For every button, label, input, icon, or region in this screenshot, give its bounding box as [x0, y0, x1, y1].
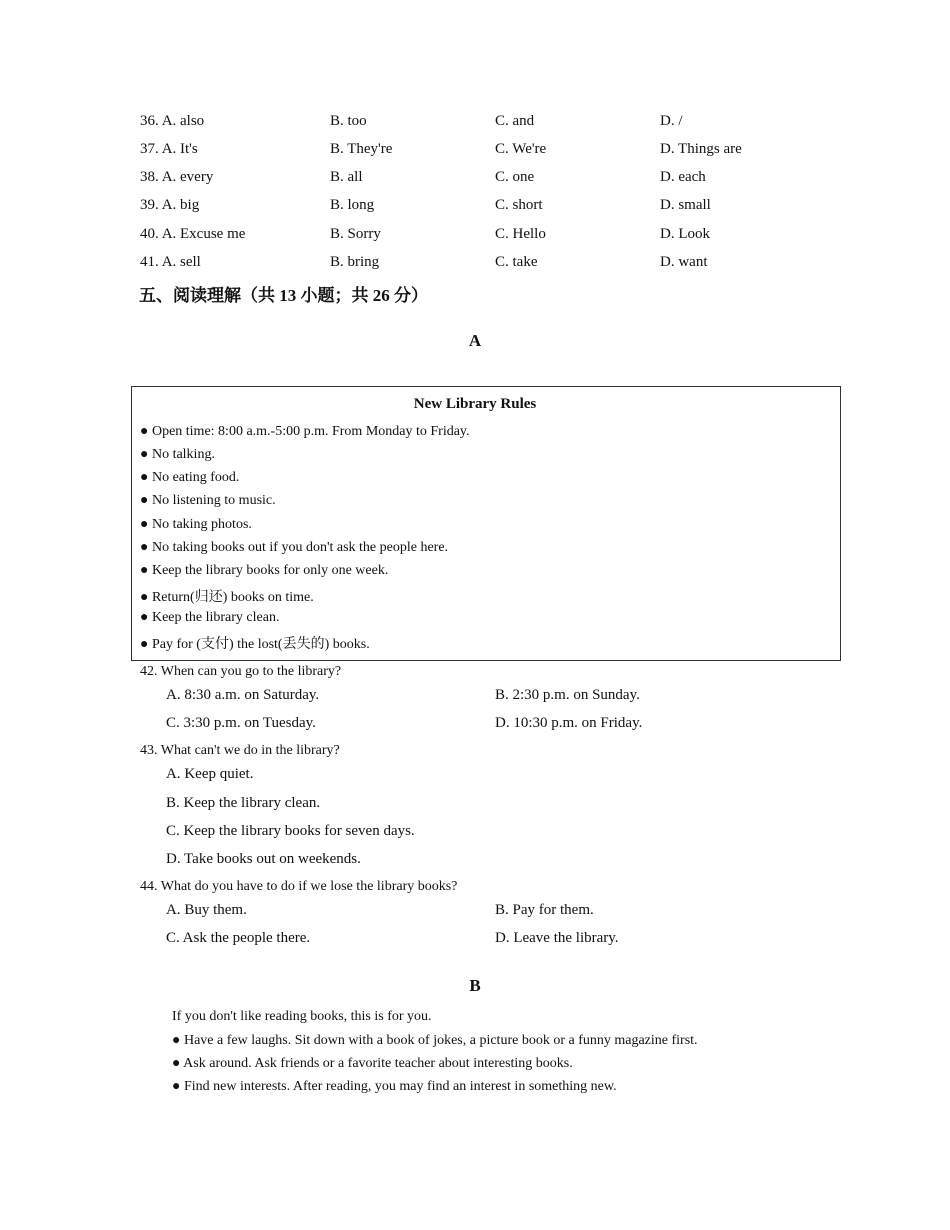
question-number: 39. [140, 197, 159, 213]
option-d: D. each [660, 169, 706, 185]
option-d: D. small [660, 197, 711, 213]
option-a: A. big [161, 197, 200, 213]
cloze-row-39 [140, 197, 199, 214]
question-number: 37. [140, 141, 159, 157]
question-42-option-d: D. 10:30 p.m. on Friday. [495, 715, 643, 731]
passage-b-bullet: ● Ask around. Ask friends or a favorite teacher about interesting books. [172, 1056, 573, 1071]
passage-a-label: A [468, 331, 482, 350]
rule-item: ● Keep the library clean. [140, 610, 280, 625]
cloze-row-37 [140, 141, 198, 158]
question-42-option-a: A. 8:30 a.m. on Saturday. [166, 687, 320, 703]
passage-b-intro: If you don't like reading books, this is for you. [172, 1009, 432, 1024]
option-d: D. Things are [660, 141, 742, 157]
option-b: B. Sorry [330, 226, 381, 242]
question-number: 40. [140, 226, 159, 242]
question-44-stem: 44. What do you have to do if we lose the library books? [140, 879, 458, 894]
question-44-option-d: D. Leave the library. [495, 930, 619, 946]
rule-item: ● Keep the library books for only one week. [140, 563, 389, 578]
option-a: A. It's [161, 141, 198, 157]
cloze-row-36 [140, 113, 204, 130]
option-a: A. Excuse me [161, 226, 246, 242]
rule-item: ● Pay for (支付) the lost(丢失的) books. [140, 637, 370, 652]
option-a: A. sell [161, 254, 201, 270]
rule-item: ● No eating food. [140, 470, 240, 485]
rule-item: ● No talking. [140, 447, 215, 462]
option-c: C. We're [495, 141, 547, 157]
question-number: 36. [140, 113, 159, 129]
section-heading: 五、阅读理解（共 13 小题；共 26 分） [139, 286, 428, 305]
question-42-option-b: B. 2:30 p.m. on Sunday. [495, 687, 640, 703]
rule-item: ● Open time: 8:00 a.m.-5:00 p.m. From Monday to Friday. [140, 424, 470, 439]
option-d: D. / [660, 113, 683, 129]
option-d: D. Look [660, 226, 710, 242]
question-number: 38. [140, 169, 159, 185]
question-42-stem: 42. When can you go to the library? [140, 664, 342, 679]
passage-b-bullet: ● Find new interests. After reading, you may find an interest in something new. [172, 1079, 617, 1094]
passage-b-bullet: ● Have a few laughs. Sit down with a book of jokes, a picture book or a funny magazine first. [172, 1033, 698, 1048]
option-c: C. Hello [495, 226, 546, 242]
rule-item: ● No listening to music. [140, 493, 276, 508]
option-b: B. all [330, 169, 363, 185]
cloze-row-40 [140, 226, 245, 243]
option-c: C. short [495, 197, 543, 213]
question-42-option-c: C. 3:30 p.m. on Tuesday. [166, 715, 316, 731]
option-b: B. too [330, 113, 367, 129]
rule-item: ● No taking photos. [140, 517, 252, 532]
rule-item: ● Return(归还) books on time. [140, 590, 314, 605]
option-c: C. one [495, 169, 535, 185]
option-b: B. They're [330, 141, 393, 157]
cloze-row-41 [140, 254, 201, 271]
question-43-option-b: B. Keep the library clean. [166, 795, 321, 811]
cloze-row-38 [140, 169, 213, 186]
question-43-option-d: D. Take books out on weekends. [166, 851, 361, 867]
option-b: B. bring [330, 254, 380, 270]
question-44-option-b: B. Pay for them. [495, 902, 594, 918]
question-43-option-a: A. Keep quiet. [166, 766, 254, 782]
rules-box-title: New Library Rules [413, 396, 537, 412]
option-d: D. want [660, 254, 708, 270]
question-44-option-a: A. Buy them. [166, 902, 247, 918]
option-a: A. also [161, 113, 205, 129]
question-number: 41. [140, 254, 159, 270]
question-44-option-c: C. Ask the people there. [166, 930, 311, 946]
question-43-option-c: C. Keep the library books for seven days. [166, 823, 415, 839]
rule-item: ● No taking books out if you don't ask the people here. [140, 540, 449, 555]
question-43-stem: 43. What can't we do in the library? [140, 743, 340, 758]
passage-b-label: B [469, 976, 481, 995]
option-b: B. long [330, 197, 375, 213]
option-a: A. every [161, 169, 214, 185]
option-c: C. take [495, 254, 538, 270]
option-c: C. and [495, 113, 535, 129]
